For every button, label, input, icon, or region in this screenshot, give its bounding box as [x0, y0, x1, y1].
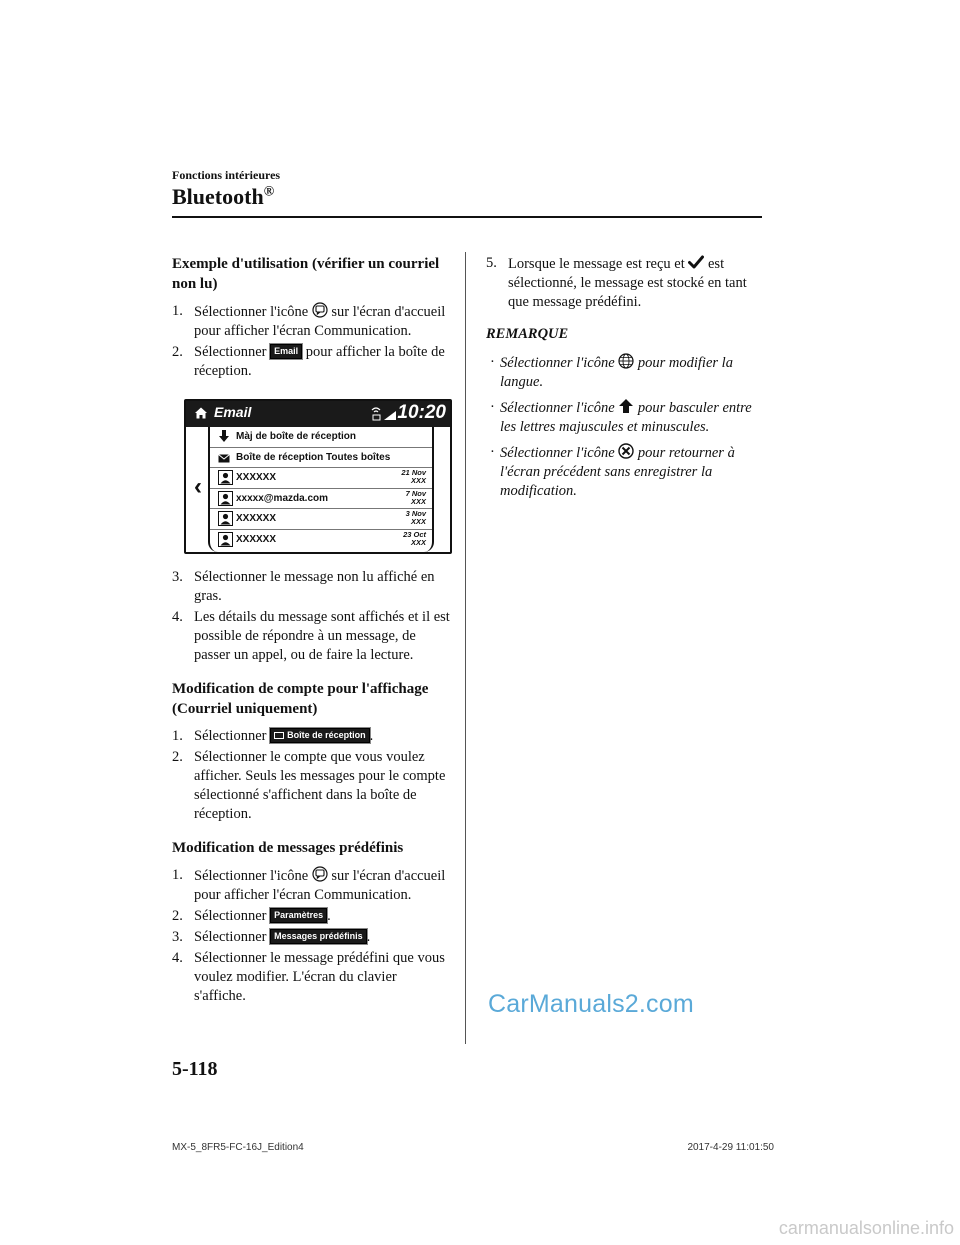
step-item: 1. Sélectionner l'icône sur l'écran d'accueil pour afficher l'écran Communication. [172, 303, 446, 339]
footer-timestamp: 2017-4-29 11:01:50 [687, 1142, 774, 1153]
signal-status-icon [370, 406, 400, 422]
column-divider [465, 252, 466, 1044]
step-item: 2. Sélectionner Email pour afficher la boîte de réception. [172, 344, 445, 379]
back-arrow-icon[interactable]: ‹ [194, 473, 202, 500]
heading-preset-messages: Modification de messages prédéfinis [172, 840, 404, 856]
footer-edition: MX-5_8FR5-FC-16J_Edition4 [172, 1142, 304, 1153]
communication-icon [312, 866, 328, 882]
list-item[interactable]: Màj de boîte de réception [210, 427, 432, 448]
registered-mark: ® [263, 184, 275, 200]
header-rule [172, 216, 762, 218]
close-circle-icon [618, 443, 634, 459]
screen-title: Email [214, 404, 252, 420]
left-column [172, 254, 450, 1008]
heading-check-unread: Exemple d'utilisation (vérifier un courriel non lu) [172, 256, 440, 292]
envelope-icon [274, 732, 284, 739]
checkmark-icon [688, 254, 704, 270]
bottom-watermark: carmanualsonline.info [778, 1218, 954, 1238]
preset-messages-button-glyph: Messages prédéfinis [270, 929, 367, 944]
table-row[interactable]: xxxxx@mazda.com 7 Nov XXX [210, 489, 432, 510]
shift-arrow-icon [618, 398, 634, 414]
settings-button-glyph: Paramètres [270, 908, 327, 923]
screen-header [186, 401, 450, 427]
remark-heading: REMARQUE [486, 326, 569, 342]
section-label: Fonctions intérieures [172, 168, 281, 182]
step-item: 4. Sélectionner le message prédéfini que vous voulez modifier. L'écran du clavier s'affiche. [172, 950, 445, 1004]
communication-icon [312, 302, 328, 318]
steps-preset-messages [172, 866, 450, 1006]
note-item: · Sélectionner l'icône pour modifier la langue. [490, 354, 733, 390]
contact-avatar-icon [218, 470, 233, 485]
note-item: · Sélectionner l'icône pour retourner à l'écran précédent sans enregistrer la modification. [490, 444, 735, 499]
step-item: 3. Sélectionner Messages prédéfinis . [172, 929, 371, 945]
message-date: 7 Nov XXX [405, 488, 426, 506]
list-item[interactable]: Boîte de réception Toutes boîtes [210, 448, 432, 469]
step-item: 1. Sélectionner l'icône sur l'écran d'accueil pour afficher l'écran Communication. [172, 867, 446, 903]
message-list [208, 427, 434, 552]
message-date: 21 Nov XXX [401, 468, 426, 485]
contact-avatar-icon [218, 511, 233, 526]
globe-icon [618, 353, 634, 369]
step-item: 2. Sélectionner Paramètres . [172, 908, 331, 924]
message-date: 23 Oct XXX [403, 529, 426, 547]
steps-check-unread [172, 302, 450, 381]
steps-check-unread-continued [172, 568, 450, 665]
download-arrow-icon [218, 430, 230, 443]
steps-preset-messages-continued [486, 254, 764, 312]
remark-notes [486, 353, 764, 501]
step-item: 1. Sélectionner Boîte de réception . [172, 728, 374, 744]
screen-clock: 10:20 [397, 402, 446, 423]
step-item: 3. Sélectionner le message non lu affiché en gras. [172, 569, 435, 604]
envelope-icon [218, 454, 230, 464]
message-date: 3 Nov XXX [405, 509, 426, 526]
email-button-glyph: Email [270, 344, 302, 359]
table-row[interactable]: XXXXXX 21 Nov XXX [210, 468, 432, 489]
watermark-logo: CarManuals2.com [488, 990, 694, 1018]
table-row[interactable]: XXXXXX 23 Oct XXX [210, 530, 432, 551]
step-item: 2. Sélectionner le compte que vous voulez afficher. Seuls les messages pour le compte sélectionné s'affichent dans la boîte de réception. [172, 749, 446, 822]
step-item: 5. Lorsque le message est reçu et est sélectionné, le message est stocké en tant que message prédéfini. [486, 255, 747, 310]
steps-account-change [172, 727, 450, 824]
home-icon [194, 406, 208, 420]
email-screen-illustration [184, 399, 452, 554]
chapter-title: Bluetooth® [172, 184, 275, 209]
page-number: 5-118 [172, 1058, 218, 1080]
heading-account-change: Modification de compte pour l'affichage (Courriel uniquement) [172, 681, 429, 717]
inbox-button-glyph: Boîte de réception [270, 728, 370, 743]
contact-avatar-icon [218, 532, 233, 547]
table-row[interactable]: XXXXXX 3 Nov XXX [210, 509, 432, 530]
step-item: 4. Les détails du message sont affichés et il est possible de répondre à un message, de passer un appel, ou de faire la lecture. [172, 609, 450, 663]
contact-avatar-icon [218, 491, 233, 506]
right-column [486, 254, 764, 507]
screen-body [186, 427, 450, 552]
note-item: · Sélectionner l'icône pour basculer entre les lettres majuscules et minuscules. [490, 399, 752, 435]
